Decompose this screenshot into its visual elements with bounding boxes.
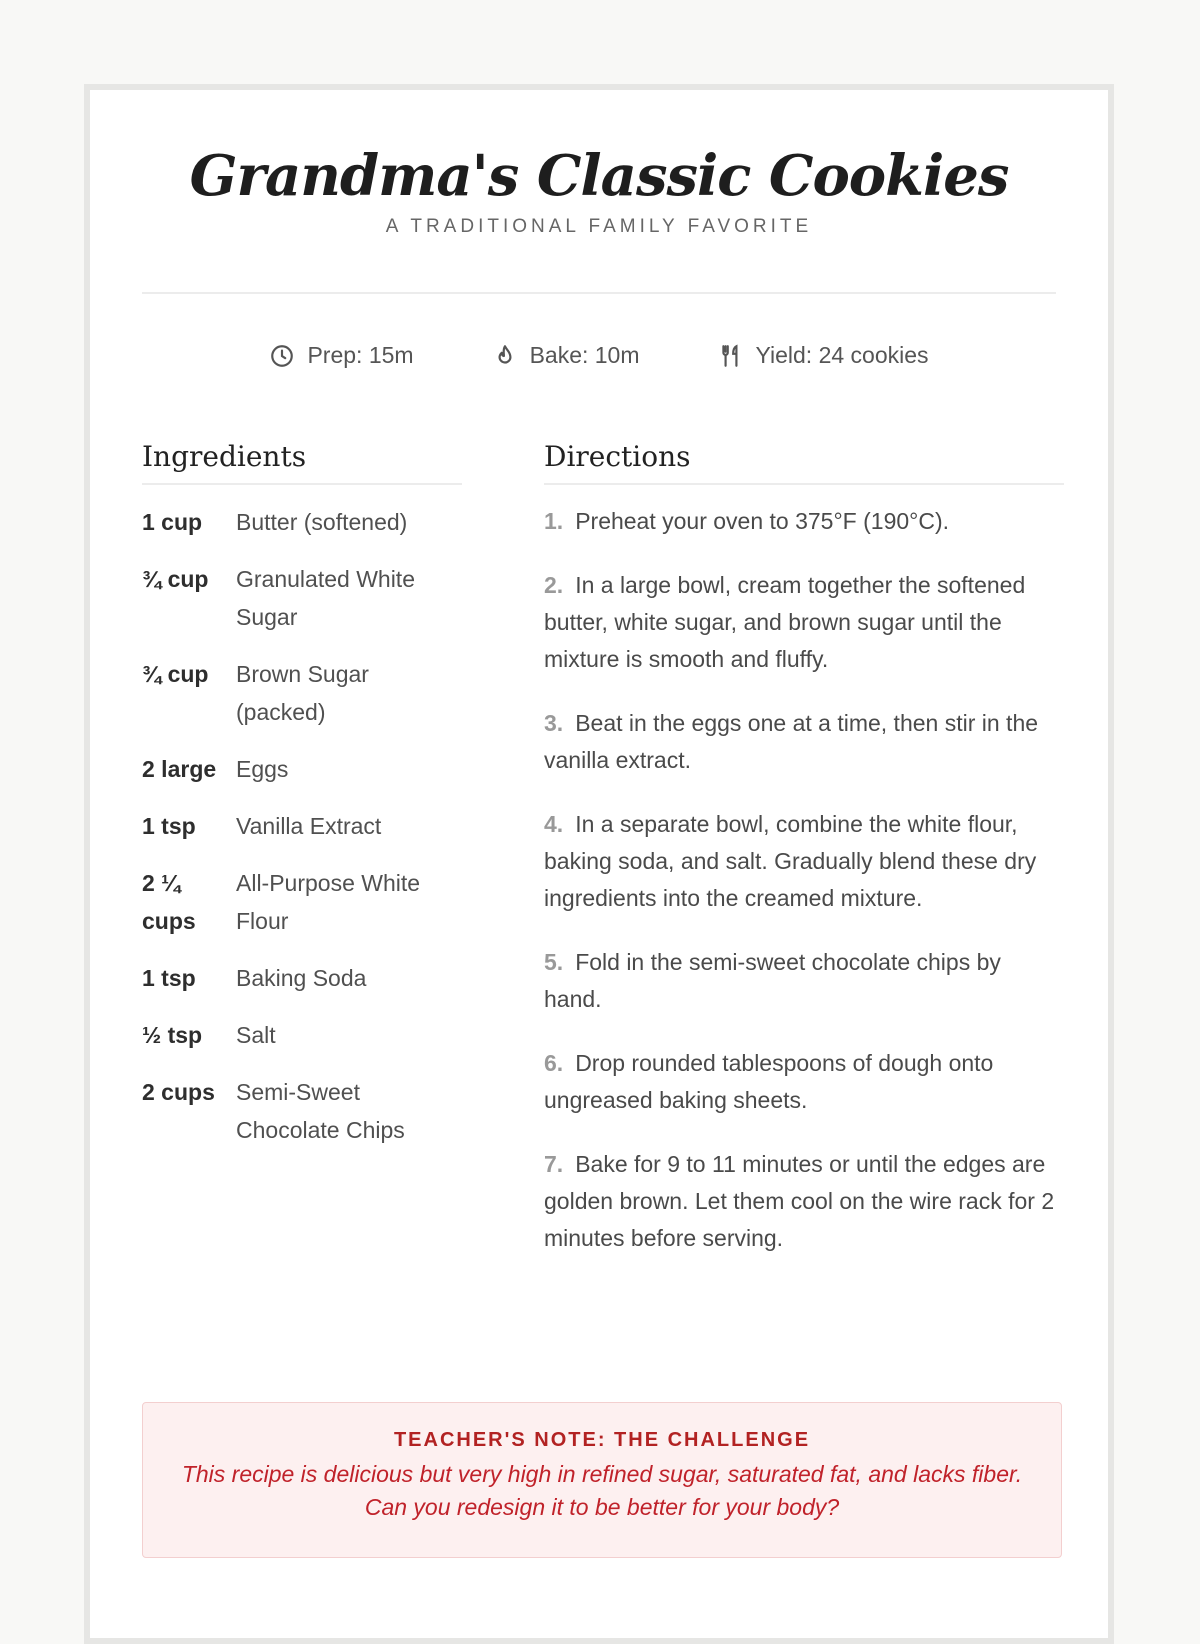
flame-icon — [492, 343, 518, 369]
step-number: 4. — [544, 811, 564, 837]
yield-label: Yield: 24 cookies — [755, 342, 929, 368]
utensils-icon — [718, 343, 744, 369]
step-text: Drop rounded tablespoons of dough onto ungreased baking sheets. — [544, 1050, 994, 1113]
ingredient-qty: ½ tsp — [142, 1022, 203, 1048]
ingredient-item — [142, 750, 462, 788]
direction-step — [544, 503, 1064, 540]
ingredient-item — [142, 655, 462, 731]
ingredient-qty: 2 cups — [142, 1079, 215, 1105]
note-title: TEACHER'S NOTE: THE CHALLENGE — [393, 1429, 811, 1451]
step-number: 2. — [544, 572, 564, 598]
teacher-note — [142, 1402, 1062, 1558]
ingredient-name: Vanilla Extract — [236, 813, 382, 839]
ingredients-section — [142, 440, 462, 1168]
ingredient-qty: 1 tsp — [142, 965, 196, 991]
directions-list — [544, 503, 1064, 1257]
ingredient-qty: ¾ cup — [142, 661, 209, 687]
ingredient-item — [142, 959, 462, 997]
direction-step — [544, 1146, 1064, 1257]
prep-time-label: Prep: 15m — [307, 342, 414, 368]
direction-step — [544, 567, 1064, 678]
ingredient-item — [142, 864, 462, 940]
ingredient-qty: ¾ cup — [142, 566, 209, 592]
ingredient-name: Salt — [236, 1022, 276, 1048]
ingredient-item — [142, 1016, 462, 1054]
step-number: 6. — [544, 1050, 564, 1076]
ingredient-item — [142, 1073, 462, 1149]
step-text: In a separate bowl, combine the white flour, baking soda, and salt. Gradually blend these dry ingredients into the creamed mixture. — [544, 811, 1037, 911]
ingredient-item — [142, 807, 462, 845]
ingredient-qty: 1 cup — [142, 509, 203, 535]
ingredient-item — [142, 560, 462, 636]
recipe-card — [84, 84, 1114, 1644]
ingredient-name: Semi-Sweet Chocolate Chips — [236, 1079, 405, 1143]
direction-step — [544, 944, 1064, 1018]
direction-step — [544, 806, 1064, 917]
directions-heading: Directions — [544, 440, 1064, 485]
step-number: 1. — [544, 508, 564, 534]
bake-time — [492, 342, 640, 369]
yield — [718, 342, 929, 369]
page-title: Grandma's Classic Cookies — [189, 143, 1009, 209]
ingredient-name: Brown Sugar (packed) — [236, 661, 369, 725]
ingredient-name: Butter (softened) — [236, 509, 408, 535]
ingredients-heading: Ingredients — [142, 440, 462, 485]
direction-step — [544, 1045, 1064, 1119]
step-number: 5. — [544, 949, 564, 975]
directions-section — [544, 440, 1064, 1284]
step-text: In a large bowl, cream together the softened butter, white sugar, and brown sugar until the mixture is smooth and fluffy. — [544, 572, 1026, 672]
note-text: This recipe is delicious but very high in refined sugar, saturated fat, and lacks fiber. Can you redesign it to be better for your body? — [181, 1461, 1023, 1520]
recipe-header — [90, 90, 1108, 238]
step-number: 7. — [544, 1151, 564, 1177]
ingredients-list — [142, 503, 462, 1149]
ingredient-name: Baking Soda — [236, 965, 367, 991]
direction-step — [544, 705, 1064, 779]
step-text: Bake for 9 to 11 minutes or until the edges are golden brown. Let them cool on the wire rack for 2 minutes before serving. — [544, 1151, 1055, 1251]
bake-time-label: Bake: 10m — [529, 342, 640, 368]
ingredient-qty: 2 ¼ cups — [142, 870, 196, 934]
recipe-meta — [90, 342, 1108, 369]
step-text: Beat in the eggs one at a time, then stir in the vanilla extract. — [544, 710, 1039, 773]
step-text: Fold in the semi-sweet chocolate chips by hand. — [544, 949, 1001, 1012]
header-divider — [142, 292, 1056, 294]
ingredient-name: Granulated White Sugar — [236, 566, 415, 630]
ingredient-qty: 1 tsp — [142, 813, 196, 839]
clock-icon — [269, 343, 295, 369]
step-text: Preheat your oven to 375°F (190°C). — [575, 508, 950, 534]
ingredient-item — [142, 503, 462, 541]
step-number: 3. — [544, 710, 564, 736]
ingredient-name: Eggs — [236, 756, 289, 782]
prep-time — [269, 342, 413, 369]
ingredient-name: All-Purpose White Flour — [236, 870, 421, 934]
page-subtitle: A TRADITIONAL FAMILY FAVORITE — [385, 216, 813, 237]
ingredient-qty: 2 large — [142, 756, 217, 782]
